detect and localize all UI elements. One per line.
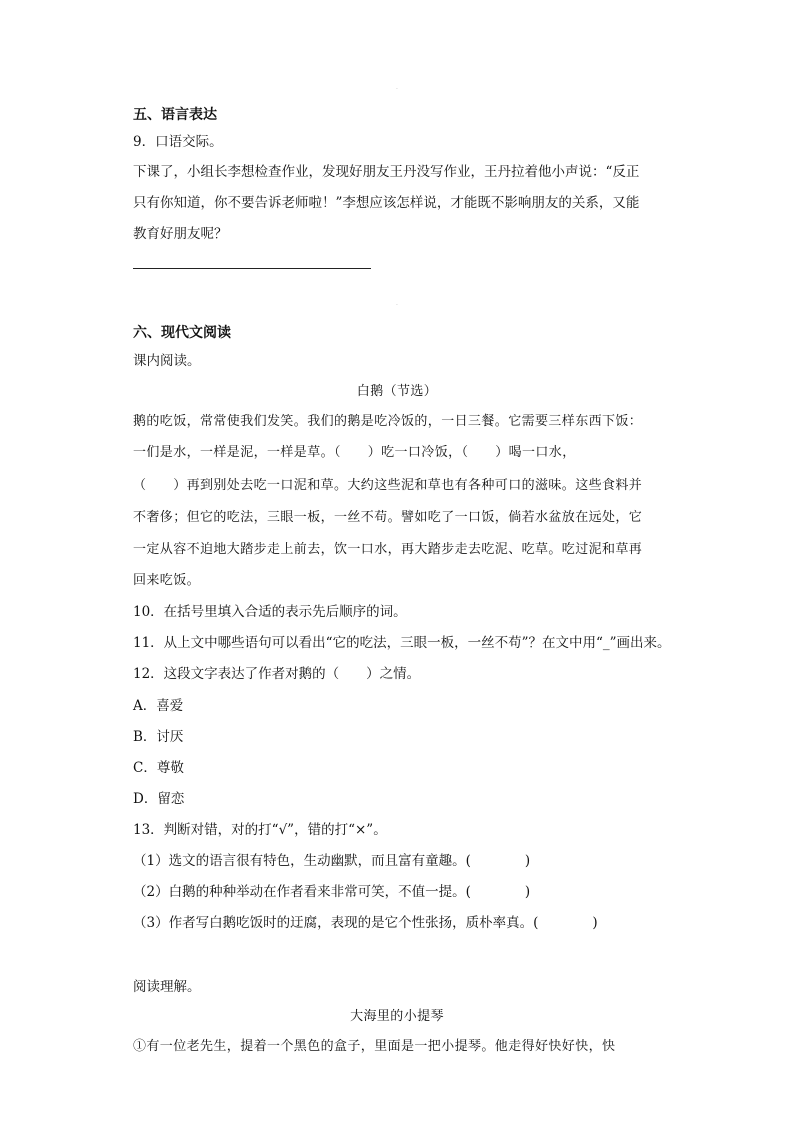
q12-stem: 12．这段文字表达了作者对鹅的（ ）之情。 [133,666,421,682]
q9-text-line2: 只有你知道，你不要告诉老师啦！”李想应该怎样说，才能既不影响朋友的关系，又能 [133,195,640,211]
section-5-title: 五、语言表达 [133,107,217,123]
scan-mark: · [396,86,398,93]
q13-item-1[interactable]: （1）选文的语言很有特色，生动幽默，而且富有童趣。( ) [133,853,531,869]
q12-option-c[interactable]: C．尊敬 [133,760,184,776]
q13-item-2[interactable]: （2）白鹅的种种举动在作者看来非常可笑，不值一提。( ) [133,884,531,900]
passage-line: 回来吃饭。 [133,573,201,588]
q12-option-d[interactable]: D．留恋 [133,791,185,807]
q13-item-3[interactable]: （3）作者写白鹅吃饭时的迂腐，表现的是它个性张扬，质朴率真。( ) [133,915,598,931]
section-6-title: 六、现代文阅读 [133,325,231,341]
q9-answer-line[interactable] [133,268,371,269]
passage-line: 鹅的吃饭，常常使我们发笑。我们的鹅是吃冷饭的，一日三餐。它需要三样东西下饭： [133,414,643,429]
q9-label: 9．口语交际。 [133,134,223,150]
passage2-line: ①有一位老先生，提着一个黑色的盒子，里面是一把小提琴。他走得好快好快，快 [133,1039,616,1054]
reading-comprehension-intro: 阅读理解。 [133,979,201,995]
q9-text-line3: 教育好朋友呢？ [133,226,228,242]
q12-option-b[interactable]: B．讨厌 [133,729,184,745]
scan-mark: · [396,302,398,309]
passage2-title: 大海里的小提琴 [350,1009,444,1024]
q12-option-a[interactable]: A．喜爱 [133,698,184,714]
passage-line: （ ）再到别处去吃一口泥和草。大约这些泥和草也有各种可口的滋味。这些食料并 [133,478,643,493]
q13-stem: 13．判断对错，对的打“√”，错的打“×”。 [133,822,387,838]
q9-text-line1: 下课了，小组长李想检查作业，发现好朋友王丹没写作业，王丹拉着他小声说：“反正 [133,164,640,180]
q11-text: 11．从上文中哪些语句可以看出“它的吃法，三眼一板，一丝不苟”？在文中用“_”画出来。 [133,635,671,651]
passage-line: 一定从容不迫地大踏步走上前去，饮一口水，再大踏步走去吃泥、吃草。吃过泥和草再 [133,542,643,557]
reading-intro: 课内阅读。 [133,353,201,369]
passage-line: 不奢侈；但它的吃法，三眼一板，一丝不苟。譬如吃了一口饭，倘若水盆放在远处，它 [133,510,643,525]
q10-text: 10．在括号里填入合适的表示先后顺序的词。 [133,604,407,620]
passage-title: 白鹅（节选） [356,384,438,399]
passage-line: 一们是水，一样是泥，一样是草。（ ）吃一口冷饭，（ ）喝一口水， [133,445,576,460]
